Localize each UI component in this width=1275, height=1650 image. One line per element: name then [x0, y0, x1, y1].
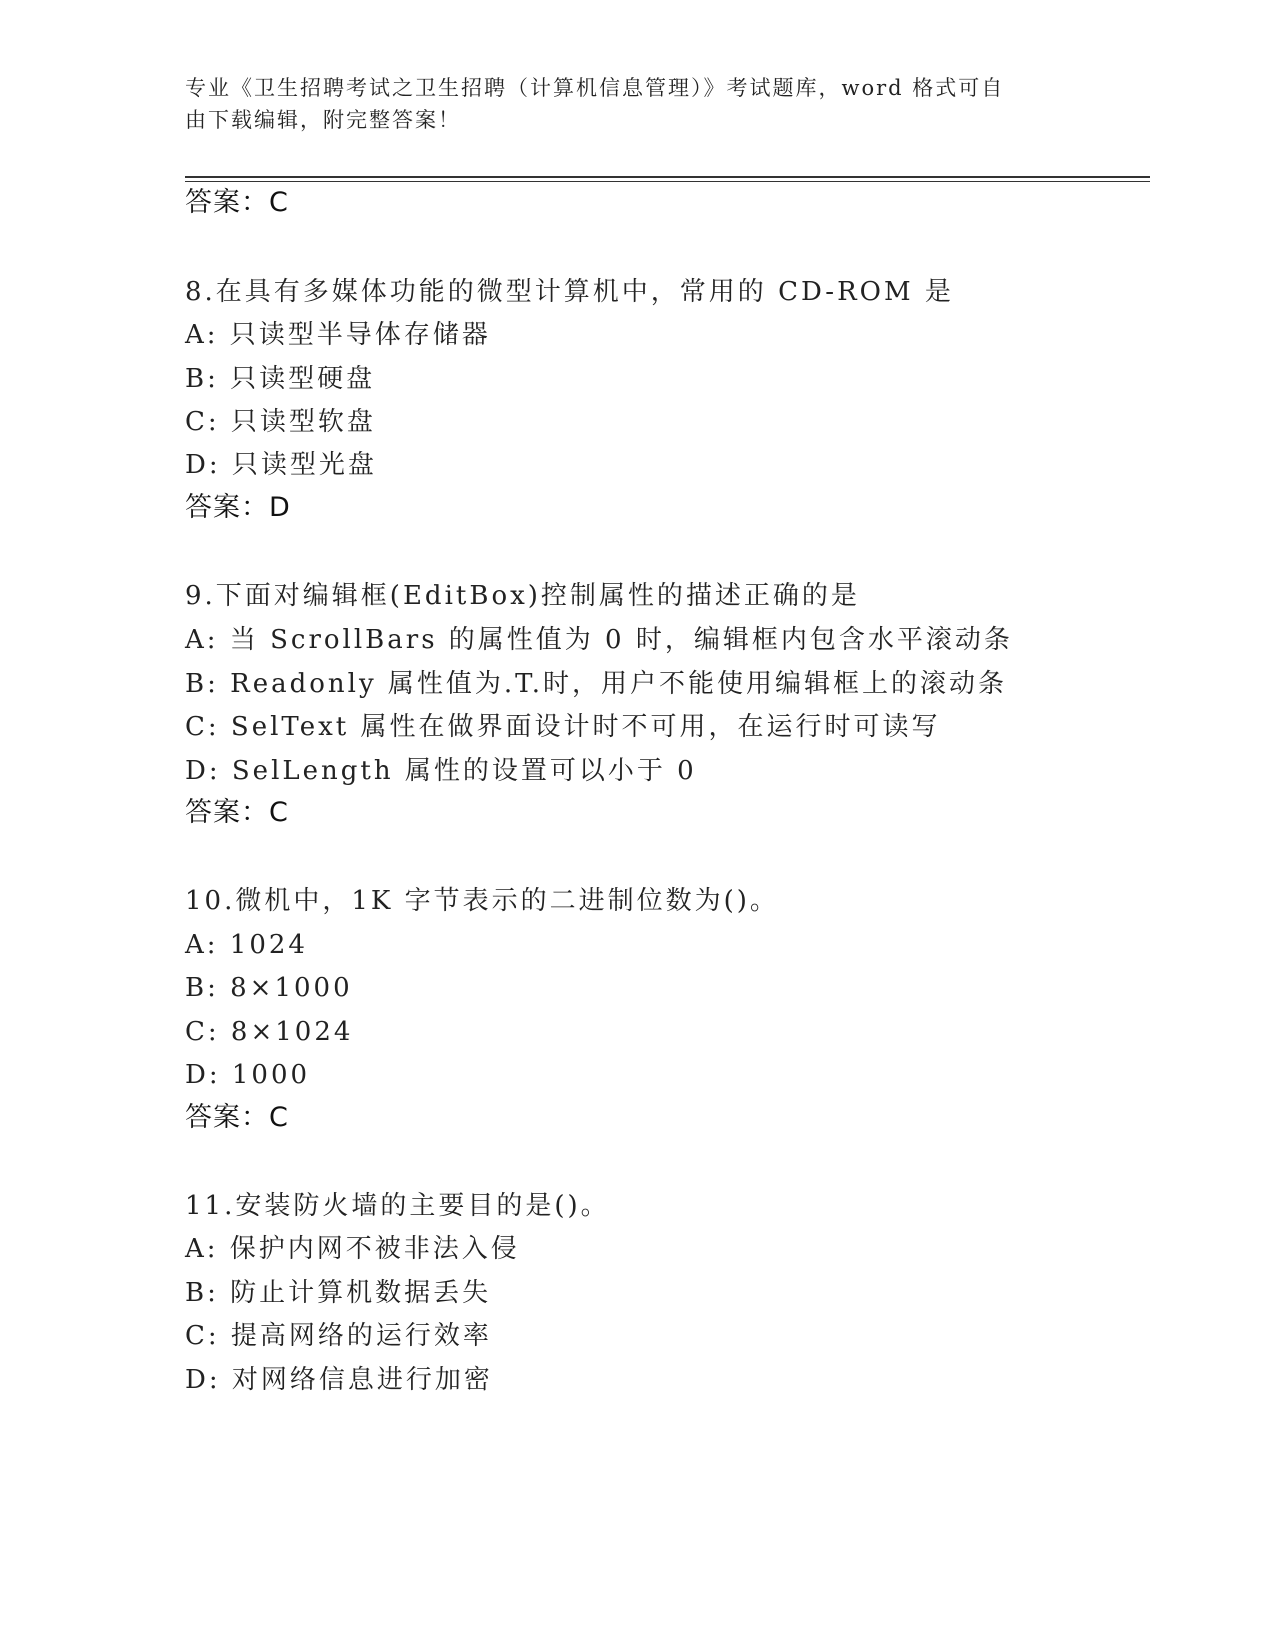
question-stem: 10.微机中，1K 字节表示的二进制位数为()。: [185, 886, 779, 916]
option-c: C: SelText 属性在做界面设计时不可用，在运行时可读写: [185, 712, 941, 742]
option-d: D: 1000: [185, 1060, 311, 1090]
header-line-1: 专业《卫生招聘考试之卫生招聘（计算机信息管理）》考试题库，word 格式可自: [185, 76, 1005, 100]
option-a: A: 1024: [185, 930, 308, 960]
question-stem: 11.安装防火墙的主要目的是()。: [185, 1191, 610, 1221]
header-divider: [185, 176, 1150, 182]
option-c: C: 只读型软盘: [185, 407, 376, 437]
answer-line: 答案：C: [185, 797, 289, 828]
option-a: A: 只读型半导体存储器: [185, 320, 491, 350]
question-stem: 9.下面对编辑框(EditBox)控制属性的描述正确的是: [185, 581, 860, 611]
option-d: D: 对网络信息进行加密: [185, 1365, 493, 1395]
option-c: C: 8×1024: [185, 1017, 354, 1047]
option-a: A: 当 ScrollBars 的属性值为 0 时，编辑框内包含水平滚动条: [185, 625, 1013, 655]
option-b: B: 防止计算机数据丢失: [185, 1278, 492, 1308]
document-header: [185, 72, 1065, 136]
option-b: B: 只读型硬盘: [185, 364, 376, 394]
answer-line: 答案：C: [185, 187, 289, 218]
header-line-2: 由下载编辑，附完整答案！: [185, 108, 461, 132]
option-b: B: Readonly 属性值为.T.时，用户不能使用编辑框上的滚动条: [185, 669, 1007, 699]
answer-line: 答案：C: [185, 1102, 289, 1133]
option-b: B: 8×1000: [185, 973, 353, 1003]
option-d: D: 只读型光盘: [185, 450, 377, 480]
option-c: C: 提高网络的运行效率: [185, 1321, 492, 1351]
option-d: D: SelLength 属性的设置可以小于 0: [185, 756, 697, 786]
question-stem: 8.在具有多媒体功能的微型计算机中，常用的 CD-ROM 是: [185, 277, 954, 307]
option-a: A: 保护内网不被非法入侵: [185, 1234, 520, 1264]
answer-line: 答案：D: [185, 492, 291, 523]
